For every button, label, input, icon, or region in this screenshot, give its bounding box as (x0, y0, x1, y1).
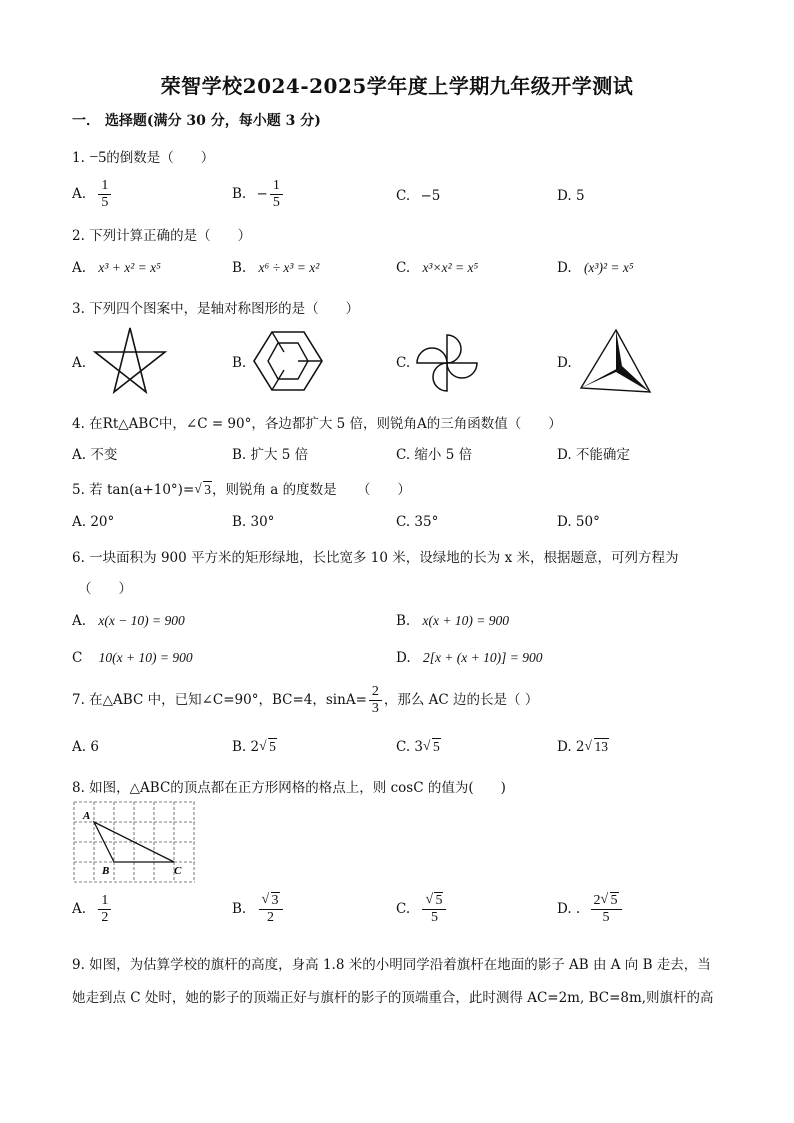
q8-option-a-label: A. (72, 901, 87, 918)
q1-number: 1. (72, 150, 85, 166)
q7-b-sqrt (259, 739, 277, 755)
q6-c-expr: 10(x + 10) = 900 (98, 650, 193, 665)
q2-c-expr: x³×x² = x⁵ (422, 260, 479, 275)
q1-option-b[interactable] (232, 178, 285, 211)
fig-label-c: C (174, 865, 182, 877)
q1-option-a-label: A. (72, 186, 87, 203)
pinwheel-figure (414, 332, 480, 394)
q7-c-sqrt (423, 739, 441, 755)
q2-option-a-label: A. (72, 260, 87, 276)
q6-option-d-label: D. (396, 650, 411, 666)
q1-b-sign: − (256, 186, 268, 203)
question-3: 3. 下列四个图案中，是轴对称图形的是（ ） (72, 301, 360, 317)
page-title: 荣智学校2024-2025学年度上学期九年级开学测试 (160, 74, 634, 98)
q2-d-expr: (x³)² = x⁵ (583, 260, 634, 275)
q8-option-d[interactable] (557, 893, 624, 926)
hexagon-knot-figure (252, 330, 324, 392)
q7-option-b[interactable] (232, 739, 277, 755)
q8-c-den: 5 (430, 910, 438, 926)
q8-c-sqrt (425, 893, 443, 909)
question-2: 2. 下列计算正确的是（ ） (72, 228, 252, 244)
q1-option-d-label: D. (557, 188, 572, 204)
q7-d-radicand: 13 (594, 739, 609, 754)
q7-option-b-label: B. 2 (232, 739, 260, 755)
q1-option-d[interactable] (557, 188, 585, 204)
q4-option-c[interactable]: C. 缩小 5 倍 (396, 447, 473, 463)
q2-a-expr: x³ + x² = x⁵ (98, 260, 161, 275)
q7-b-radicand: 5 (269, 739, 276, 754)
q8-d-radicand: 5 (610, 893, 618, 908)
q6-option-a-label: A. (72, 613, 87, 629)
q8-option-a[interactable] (72, 893, 113, 926)
q8-option-c-label: C. (396, 901, 411, 918)
q7-stem-pre: 7. 在△ABC 中，已知∠C=90°，BC=4，sinA= (72, 692, 367, 709)
q1-c-value: −5 (420, 188, 441, 204)
q4-option-a[interactable]: A. 不变 (72, 447, 118, 463)
q5-option-d[interactable]: D. 50° (557, 514, 600, 530)
q8-d-coef: 2 (593, 893, 601, 908)
q2-option-a[interactable] (72, 260, 161, 276)
q6-b-expr: x(x + 10) = 900 (422, 613, 509, 628)
q6-option-c[interactable] (72, 650, 193, 666)
q8-option-b-label: B. (232, 901, 247, 918)
q1-option-a[interactable] (72, 178, 113, 211)
q8-option-c[interactable] (396, 893, 448, 926)
q1-option-c[interactable] (396, 188, 440, 204)
q6-option-a[interactable] (72, 613, 185, 629)
question-6-paren: （ ） (78, 581, 132, 597)
q8-a-fraction (98, 893, 111, 926)
q1-a-den: 5 (101, 195, 109, 211)
question-4: 4. 在Rt△ABC中，∠C = 90°，各边都扩大 5 倍，则锐角A的三角函数值（ ） (72, 416, 562, 432)
question-9-line-2: 她走到点 C 处时，她的影子的顶端正好与旗杆的影子的顶端重合，此时测得 AC=2m, BC=8m,则旗杆的高 (72, 990, 714, 1006)
q8-a-num: 1 (98, 893, 111, 910)
question-1 (72, 146, 214, 167)
q6-option-b[interactable] (396, 613, 509, 629)
q1-option-c-label: C. (396, 188, 411, 204)
q5-option-a[interactable]: A. 20° (72, 514, 115, 530)
q8-b-sqrt (262, 893, 280, 909)
q7-den: 3 (371, 701, 379, 717)
q8-c-fraction (422, 893, 446, 926)
q4-option-b[interactable]: B. 扩大 5 倍 (232, 447, 309, 463)
q7-option-c-label: C. 3 (396, 739, 424, 755)
q2-option-b-label: B. (232, 260, 247, 276)
q8-b-radicand: 3 (271, 893, 279, 908)
q1-b-den: 5 (272, 195, 280, 211)
q2-option-c-label: C. (396, 260, 411, 276)
q3-option-d-label[interactable]: D. (557, 355, 572, 371)
q8-b-den: 2 (267, 910, 275, 926)
q1-math: −5 (89, 149, 107, 166)
q1-d-value: 5 (575, 188, 585, 204)
q8-d-sqrt (601, 893, 619, 909)
q8-b-fraction (259, 893, 283, 926)
fig-label-a: A (83, 810, 91, 822)
q7-option-d-label: D. 2 (557, 739, 585, 755)
question-5 (72, 478, 411, 498)
q1-b-num: 1 (270, 178, 283, 195)
q6-option-d[interactable] (396, 650, 543, 666)
q5-radicand: 3 (204, 482, 212, 497)
q8-option-d-label: D. . (557, 901, 581, 918)
star-figure (90, 326, 170, 398)
q2-b-expr: x⁶ ÷ x³ = x² (258, 260, 320, 275)
q7-option-c[interactable] (396, 739, 441, 755)
q1-a-num: 1 (98, 178, 111, 195)
q3-option-c-label[interactable]: C. (396, 355, 411, 371)
q1-text: 的倒数是（ ） (106, 150, 215, 166)
q7-num: 2 (369, 684, 382, 701)
q5-stem-post: ，则锐角 a 的度数是 （ ） (212, 482, 411, 498)
q4-option-d[interactable]: D. 不能确定 (557, 447, 630, 463)
q1-option-b-label: B. (232, 186, 247, 203)
q6-option-c-label: C (72, 650, 83, 666)
q7-fraction (369, 684, 382, 717)
q2-option-d-label: D. (557, 260, 572, 276)
q6-option-b-label: B. (396, 613, 411, 629)
question-7 (72, 684, 538, 717)
q8-d-fraction (591, 893, 622, 926)
q3-option-a-label[interactable]: A. (72, 355, 87, 371)
question-9-line-1: 9. 如图，为估算学校的旗杆的高度，身高 1.8 米的小明同学沿着旗杆在地面的影子 AB 由 A 向 B 走去，当 (72, 957, 711, 973)
three-blade-figure (576, 328, 656, 396)
q8-a-den: 2 (101, 910, 109, 926)
q8-d-den: 5 (602, 910, 610, 926)
q1-a-fraction (98, 178, 111, 211)
q2-option-d[interactable] (557, 260, 634, 276)
q7-stem-post: ，那么 AC 边的长是（ ） (383, 692, 539, 709)
q8-option-b[interactable] (232, 893, 285, 926)
fig-label-b: B (102, 865, 110, 877)
q6-a-expr: x(x − 10) = 900 (98, 613, 185, 628)
question-8: 8. 如图，△ABC的顶点都在正方形网格的格点上，则 cosC 的值为( ) (72, 780, 506, 796)
q7-c-radicand: 5 (433, 739, 440, 754)
section-heading: 一． 选择题(满分 30 分，每小题 3 分) (72, 113, 321, 129)
q6-d-expr: 2[x + (x + 10)] = 900 (422, 650, 543, 665)
q8-c-radicand: 5 (435, 893, 443, 908)
question-6: 6. 一块面积为 900 平方米的矩形绿地，长比宽多 10 米，设绿地的长为 x 米，根据题意，可列方程为 (72, 550, 679, 566)
q5-option-c[interactable]: C. 35° (396, 514, 439, 530)
q5-stem-pre: 5. 若 tan(a+10°)= (72, 482, 195, 498)
q1-b-fraction (270, 178, 283, 211)
q7-option-a[interactable]: A. 6 (72, 739, 99, 755)
q3-option-b-label[interactable]: B. (232, 355, 247, 371)
grid-triangle-figure (72, 800, 202, 886)
q7-option-d[interactable] (557, 739, 609, 755)
q2-option-b[interactable] (232, 260, 319, 276)
q7-d-sqrt (585, 739, 610, 755)
q2-option-c[interactable] (396, 260, 478, 276)
q5-sqrt (194, 482, 212, 498)
q5-option-b[interactable]: B. 30° (232, 514, 275, 530)
